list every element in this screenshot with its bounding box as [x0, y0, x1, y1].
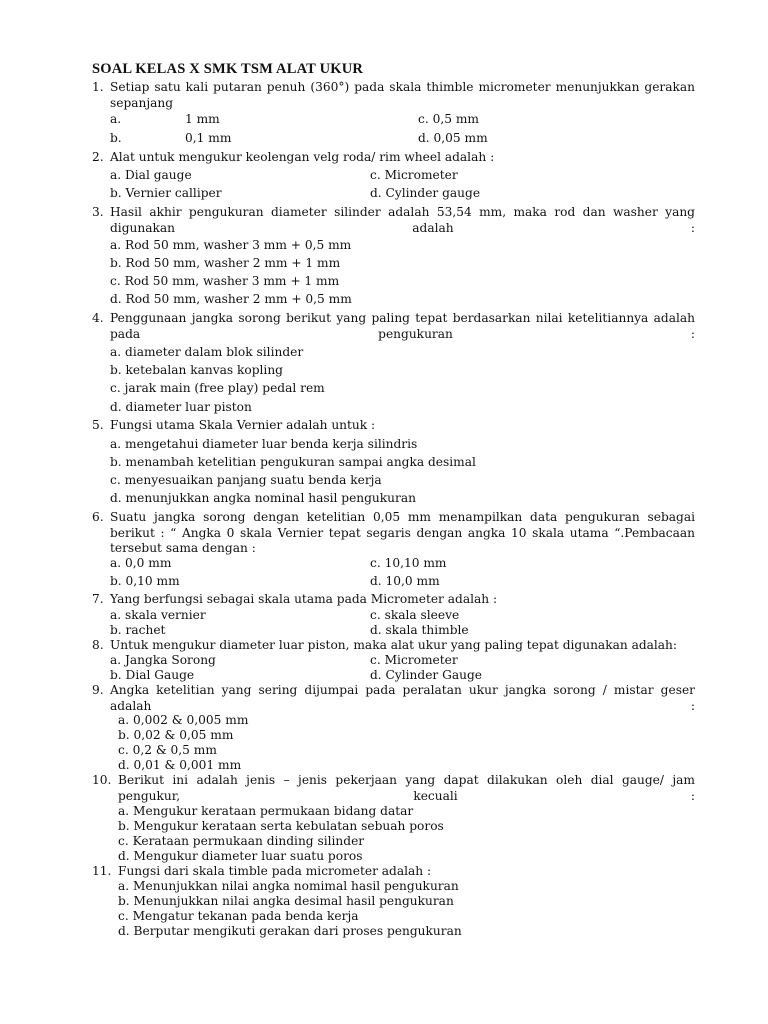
question-text: Penggunaan jangka sorong berikut yang paling tepat berdasarkan nilai ketelitiannya adalah pada pengukuran :: [110, 311, 695, 341]
option-a: a. Rod 50 mm, washer 3 mm + 0,5 mm: [110, 238, 352, 252]
question-number: 9.: [92, 683, 104, 697]
option-b: b. Vernier calliper: [110, 186, 222, 200]
question-number: 4.: [92, 311, 104, 325]
option-a: a. Jangka Sorong: [110, 653, 216, 667]
option-a: a. Mengukur kerataan permukaan bidang datar: [118, 804, 414, 818]
option-b: b. 0,02 & 0,05 mm: [118, 728, 234, 742]
question-text-line: Suatu jangka sorong dengan ketelitian 0,05 mm menampilkan data pengukuran sebagai: [110, 510, 695, 524]
option-b: b. rachet: [110, 623, 166, 637]
option-c: c. 0,5 mm: [418, 112, 479, 126]
question-text: Angka ketelitian yang sering dijumpai pada peralatan ukur jangka sorong / mistar geser adalah :: [110, 683, 695, 713]
option-d: d. Rod 50 mm, washer 2 mm + 0,5 mm: [110, 292, 352, 306]
question-text: Fungsi dari skala timble pada micrometer adalah :: [118, 864, 432, 878]
option-c: c. Rod 50 mm, washer 3 mm + 1 mm: [110, 274, 340, 288]
option-c: c. skala sleeve: [370, 608, 460, 622]
option-b: b. 0,10 mm: [110, 574, 180, 588]
option-a: a. mengetahui diameter luar benda kerja silindris: [110, 437, 418, 451]
option-c: c. menyesuaikan panjang suatu benda kerja: [110, 473, 382, 487]
option-b: b. menambah ketelitian pengukuran sampai angka desimal: [110, 455, 476, 469]
option-d: d. 0,01 & 0,001 mm: [118, 758, 242, 772]
option-d: d. skala thimble: [370, 623, 469, 637]
option-b: b. Rod 50 mm, washer 2 mm + 1 mm: [110, 256, 341, 270]
option-b: 0,1 mm: [185, 131, 232, 145]
question-number: 10.: [92, 773, 112, 787]
option-b: b. ketebalan kanvas kopling: [110, 363, 283, 377]
option-a: a. Menunjukkan nilai angka nomimal hasil pengukuran: [118, 879, 459, 893]
option-b: b. Menunjukkan nilai angka desimal hasil pengukuran: [118, 894, 454, 908]
question-number: 2.: [92, 150, 104, 164]
question-text: Hasil akhir pengukuran diameter silinder adalah 53,54 mm, maka rod dan washer yang digunakan adalah :: [110, 205, 695, 235]
option-c: c. 0,2 & 0,5 mm: [118, 743, 217, 757]
option-a: a. 0,002 & 0,005 mm: [118, 713, 249, 727]
question-number: 1.: [92, 80, 104, 94]
option-d: d. Cylinder Gauge: [370, 668, 482, 682]
option-b: b. Mengukur kerataan serta kebulatan sebuah poros: [118, 819, 444, 833]
question-text: Untuk mengukur diameter luar piston, maka alat ukur yang paling tepat digunakan adalah:: [110, 638, 678, 652]
option-d: d. 0,05 mm: [418, 131, 488, 145]
question-number: 6.: [92, 510, 104, 524]
option-d: d. Cylinder gauge: [370, 186, 481, 200]
option-a: a. Dial gauge: [110, 168, 192, 182]
option-a: a. diameter dalam blok silinder: [110, 345, 304, 359]
question-number: 11.: [92, 864, 112, 878]
option-c: c. jarak main (free play) pedal rem: [110, 381, 325, 395]
option-c: c. 10,10 mm: [370, 556, 447, 570]
question-text: Yang berfungsi sebagai skala utama pada Micrometer adalah :: [110, 592, 498, 606]
option-d: d. menunjukkan angka nominal hasil pengukuran: [110, 491, 416, 505]
question-text: Alat untuk mengukur keolengan velg roda/ rim wheel adalah :: [110, 150, 495, 164]
option-a: 1 mm: [185, 112, 220, 126]
option-letter: a.: [110, 112, 122, 126]
question-text: Fungsi utama Skala Vernier adalah untuk :: [110, 418, 376, 432]
option-d: d. diameter luar piston: [110, 400, 252, 414]
option-d: d. Mengukur diameter luar suatu poros: [118, 849, 363, 863]
option-c: c. Micrometer: [370, 168, 458, 182]
question-number: 8.: [92, 638, 104, 652]
question-number: 7.: [92, 592, 104, 606]
option-c: c. Mengatur tekanan pada benda kerja: [118, 909, 359, 923]
option-c: c. Kerataan permukaan dinding silinder: [118, 834, 365, 848]
question-text: Berikut ini adalah jenis – jenis pekerjaan yang dapat dilakukan oleh dial gauge/ jam pengukur, kecuali :: [118, 773, 695, 803]
option-d: d. 10,0 mm: [370, 574, 440, 588]
question-number: 5.: [92, 418, 104, 432]
option-letter: b.: [110, 131, 122, 145]
option-d: d. Berputar mengikuti gerakan dari proses pengukuran: [118, 924, 462, 938]
option-b: b. Dial Gauge: [110, 668, 195, 682]
question-text-line: tersebut sama dengan :: [110, 541, 256, 555]
question-number: 3.: [92, 205, 104, 219]
option-c: c. Micrometer: [370, 653, 458, 667]
option-a: a. 0,0 mm: [110, 556, 172, 570]
question-text: Setiap satu kali putaran penuh (360°) pada skala thimble micrometer menunjukkan gerakan sepanjang: [110, 80, 695, 110]
option-a: a. skala vernier: [110, 608, 206, 622]
question-text-line: berikut : “ Angka 0 skala Vernier tepat segaris dengan angka 10 skala utama “.Pembacaan: [110, 526, 695, 540]
document-title: SOAL KELAS X SMK TSM ALAT UKUR: [92, 61, 364, 77]
